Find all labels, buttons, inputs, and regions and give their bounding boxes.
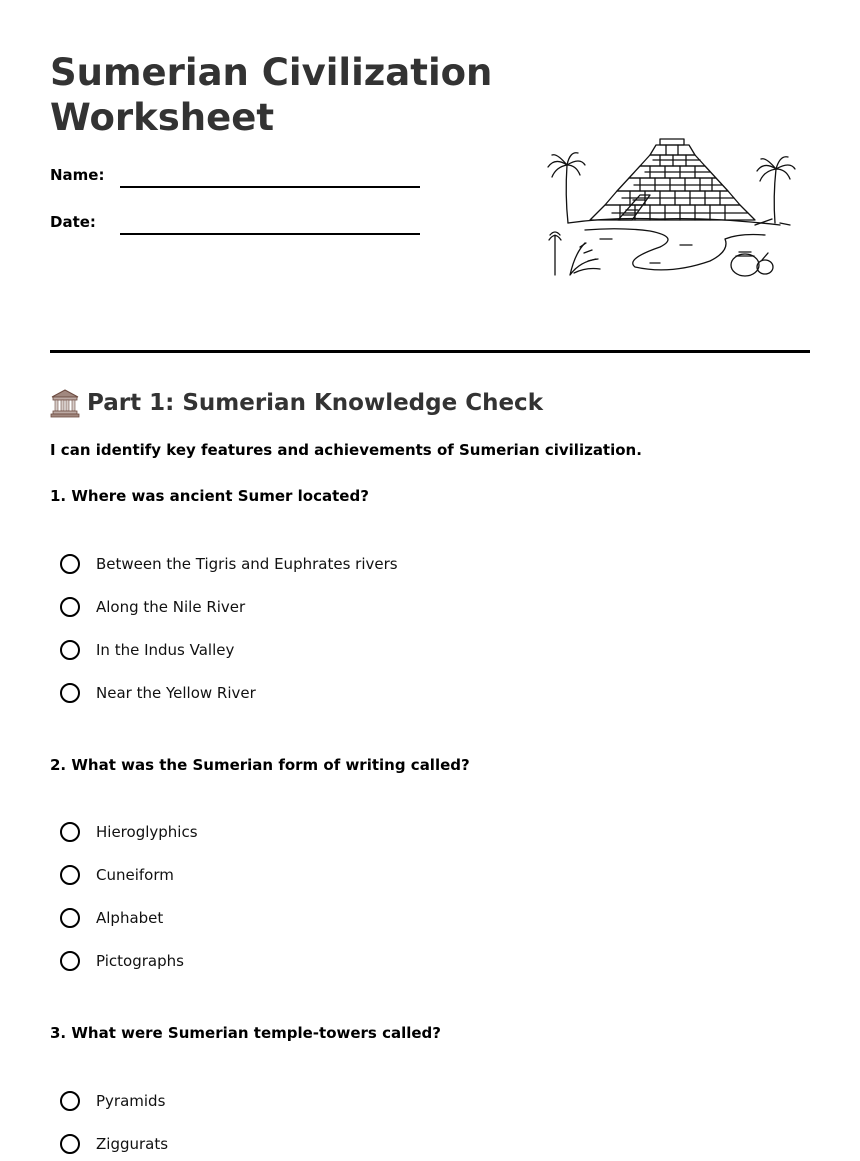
part-1-heading-text: Part 1: Sumerian Knowledge Check [87,390,543,416]
radio-button[interactable] [60,597,80,617]
learning-objective: I can identify key features and achievements of Sumerian civilization. [50,441,642,459]
worksheet-title [50,50,530,140]
option-label: Near the Yellow River [96,684,256,702]
q2-option-1[interactable] [60,819,198,845]
q1-option-2[interactable] [60,594,245,620]
question-1: 1. Where was ancient Sumer located? [50,487,369,505]
option-label: Between the Tigris and Euphrates rivers [96,555,398,573]
q2-option-4[interactable] [60,948,184,974]
radio-button[interactable] [60,554,80,574]
question-2: 2. What was the Sumerian form of writing called? [50,756,470,774]
classical-building-icon [50,388,80,418]
q3-option-1[interactable] [60,1088,165,1114]
q1-option-1[interactable] [60,551,398,577]
name-label: Name: [50,166,105,184]
part-1-heading [50,388,543,418]
title-line-2: Worksheet [50,96,275,139]
date-label: Date: [50,213,96,231]
title-line-1: Sumerian Civilization [50,51,493,94]
question-3: 3. What were Sumerian temple-towers called? [50,1024,441,1042]
option-label: Ziggurats [96,1135,169,1153]
radio-button[interactable] [60,822,80,842]
name-line[interactable] [120,186,420,188]
section-divider [50,350,810,353]
option-label: Hieroglyphics [96,823,198,841]
q1-option-4[interactable] [60,680,256,706]
radio-button[interactable] [60,1091,80,1111]
radio-button[interactable] [60,683,80,703]
radio-button[interactable] [60,1134,80,1154]
radio-button[interactable] [60,908,80,928]
radio-button[interactable] [60,865,80,885]
ziggurat-landscape-icon [540,135,800,290]
option-label: Along the Nile River [96,598,246,616]
option-label: Cuneiform [96,866,174,884]
radio-button[interactable] [60,951,80,971]
q3-option-2[interactable] [60,1131,168,1157]
q2-option-2[interactable] [60,862,174,888]
option-label: Pictographs [96,952,184,970]
option-label: In the Indus Valley [96,641,235,659]
radio-button[interactable] [60,640,80,660]
q1-option-3[interactable] [60,637,234,663]
option-label: Pyramids [96,1092,166,1110]
option-label: Alphabet [96,909,164,927]
date-line[interactable] [120,233,420,235]
q2-option-3[interactable] [60,905,163,931]
